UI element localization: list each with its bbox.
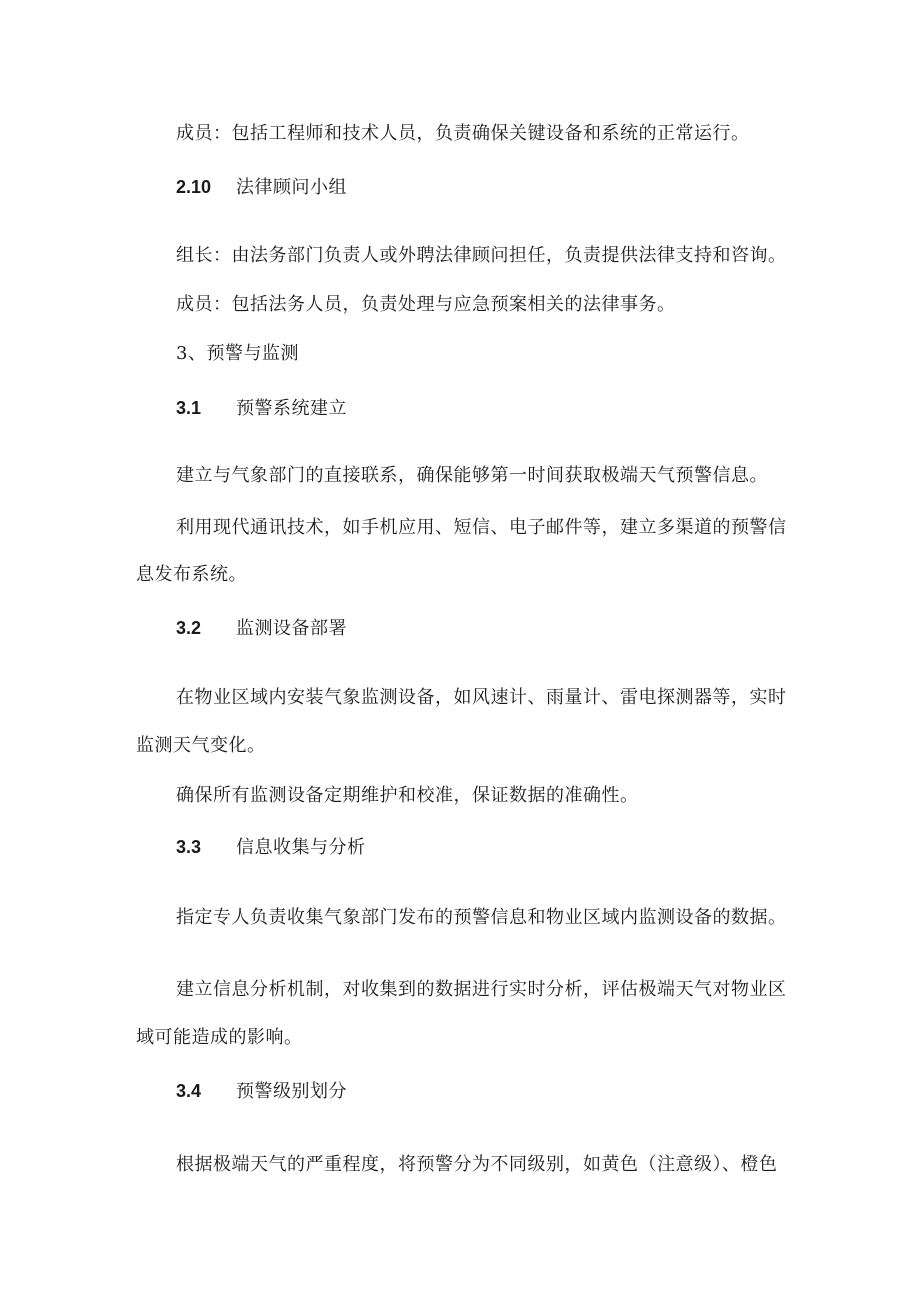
section-number: 3.2 bbox=[176, 618, 202, 638]
paragraph-line: 组长：由法务部门负责人或外聘法律顾问担任，负责提供法律支持和咨询。 bbox=[176, 245, 787, 266]
section-number: 3.1 bbox=[176, 398, 202, 418]
paragraph-line: 确保所有监测设备定期维护和校准，保证数据的准确性。 bbox=[176, 785, 639, 806]
section-heading bbox=[176, 616, 347, 641]
chapter-heading: 3、预警与监测 bbox=[176, 343, 299, 364]
paragraph-line: 根据极端天气的严重程度，将预警分为不同级别，如黄色（注意级）、橙色 bbox=[176, 1154, 778, 1175]
section-number: 3.3 bbox=[176, 837, 202, 857]
section-heading bbox=[176, 396, 347, 421]
paragraph-line: 建立与气象部门的直接联系，确保能够第一时间获取极端天气预警信息。 bbox=[176, 465, 768, 486]
paragraph-line: 监测天气变化。 bbox=[136, 735, 266, 756]
section-title: 监测设备部署 bbox=[236, 618, 347, 639]
section-title: 预警级别划分 bbox=[236, 1081, 347, 1102]
section-heading bbox=[176, 1079, 347, 1104]
paragraph-line: 域可能造成的影响。 bbox=[136, 1027, 303, 1048]
section-number: 3.4 bbox=[176, 1081, 202, 1101]
paragraph-line: 成员：包括法务人员，负责处理与应急预案相关的法律事务。 bbox=[176, 294, 676, 315]
paragraph-line: 指定专人负责收集气象部门发布的预警信息和物业区域内监测设备的数据。 bbox=[176, 907, 787, 928]
paragraph-line: 成员：包括工程师和技术人员，负责确保关键设备和系统的正常运行。 bbox=[176, 123, 750, 144]
paragraph-line: 在物业区域内安装气象监测设备，如风速计、雨量计、雷电探测器等，实时 bbox=[176, 687, 787, 708]
section-title: 信息收集与分析 bbox=[236, 837, 366, 858]
section-number: 2.10 bbox=[176, 177, 212, 197]
section-title: 预警系统建立 bbox=[236, 398, 347, 419]
paragraph-line: 息发布系统。 bbox=[136, 564, 247, 585]
section-title: 法律顾问小组 bbox=[236, 177, 347, 198]
section-heading bbox=[176, 175, 347, 200]
section-heading bbox=[176, 835, 366, 860]
paragraph-line: 利用现代通讯技术，如手机应用、短信、电子邮件等，建立多渠道的预警信 bbox=[176, 517, 787, 538]
paragraph-line: 建立信息分析机制，对收集到的数据进行实时分析，评估极端天气对物业区 bbox=[176, 979, 787, 1000]
